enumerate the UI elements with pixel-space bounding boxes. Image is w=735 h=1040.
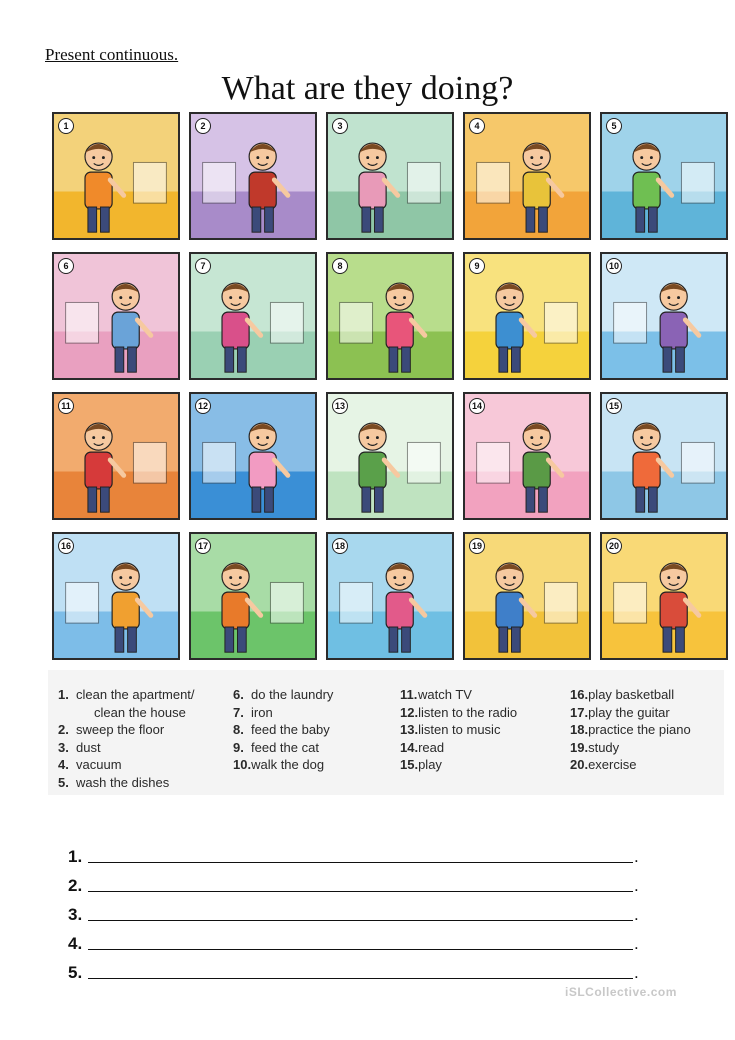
panel-illustration — [602, 394, 726, 518]
picture-panel — [463, 392, 591, 520]
legend-item — [570, 704, 691, 722]
legend-text: feed the cat — [251, 739, 319, 755]
legend-text: exercise — [588, 757, 637, 772]
legend-item — [58, 774, 195, 792]
panel-number: 10 — [606, 258, 622, 274]
panel-number: 1 — [58, 118, 74, 134]
answer-line[interactable] — [68, 896, 639, 925]
legend-number: 2. — [58, 722, 69, 737]
legend-number: 11. — [400, 687, 418, 702]
legend-text: dust — [76, 739, 101, 755]
picture-panel — [600, 392, 728, 520]
panel-number: 18 — [332, 538, 348, 554]
panel-number: 13 — [332, 398, 348, 414]
answer-line[interactable] — [68, 925, 639, 954]
picture-panel — [52, 252, 180, 380]
panel-number: 4 — [469, 118, 485, 134]
legend-item — [233, 686, 333, 704]
legend-text: vacuum — [76, 757, 122, 772]
legend-item — [58, 739, 195, 757]
subtitle: Present continuous. — [45, 45, 179, 64]
panel-number: 3 — [332, 118, 348, 134]
panel-number: 15 — [606, 398, 622, 414]
panel-illustration — [602, 254, 726, 378]
panel-number: 20 — [606, 538, 622, 554]
panel-number: 7 — [195, 258, 211, 274]
panel-number: 2 — [195, 118, 211, 134]
panel-illustration — [191, 534, 315, 658]
answer-blank[interactable] — [88, 861, 633, 863]
answer-period: . — [634, 847, 639, 866]
panel-number: 8 — [332, 258, 348, 274]
answer-period: . — [634, 934, 639, 953]
legend-item — [400, 756, 517, 774]
legend-item — [58, 756, 195, 774]
panel-illustration — [328, 114, 452, 238]
panel-illustration — [328, 394, 452, 518]
legend-text: sweep the floor — [76, 722, 165, 737]
picture-panel — [600, 532, 728, 660]
legend-number: 3. — [58, 739, 69, 755]
answer-period: . — [634, 905, 639, 924]
panel-illustration — [54, 254, 178, 378]
legend-item — [400, 704, 517, 722]
panel-number: 17 — [195, 538, 211, 554]
legend-text: wash the dishes — [76, 774, 170, 790]
legend-number: 16. — [570, 687, 589, 702]
legend-item — [570, 756, 691, 774]
legend-number: 12. — [400, 704, 419, 720]
answer-blank[interactable] — [88, 919, 633, 921]
legend-column-1 — [58, 686, 195, 791]
legend-item — [400, 739, 517, 757]
watermark: iSLCollective.com — [565, 985, 677, 999]
panel-illustration — [191, 394, 315, 518]
legend-item — [58, 704, 195, 722]
legend-number: 20. — [570, 757, 589, 772]
legend-column-2 — [233, 686, 333, 774]
panel-illustration — [465, 534, 589, 658]
legend-item — [233, 704, 333, 722]
answer-number: 1. — [68, 847, 83, 866]
legend-number: 7. — [233, 704, 244, 720]
legend-number: 18. — [570, 722, 589, 737]
picture-panel — [189, 532, 317, 660]
picture-panel — [189, 392, 317, 520]
panel-illustration — [54, 394, 178, 518]
panel-illustration — [328, 254, 452, 378]
panel-number: 6 — [58, 258, 74, 274]
picture-panel — [52, 112, 180, 240]
answer-number: 2. — [68, 876, 83, 895]
legend-item — [58, 721, 195, 739]
picture-panel — [600, 252, 728, 380]
legend-item — [570, 721, 691, 739]
panel-illustration — [54, 534, 178, 658]
panel-illustration — [191, 254, 315, 378]
panel-illustration — [465, 114, 589, 238]
legend-text: feed the baby — [251, 722, 330, 737]
legend-text: iron — [251, 704, 273, 720]
legend-number: 4. — [58, 757, 69, 772]
panel-number: 11 — [58, 398, 74, 414]
answer-blank[interactable] — [88, 890, 633, 892]
legend-number: 8. — [233, 722, 244, 737]
legend-text: do the laundry — [251, 687, 334, 702]
legend-number: 10. — [233, 757, 252, 772]
legend-text: study — [588, 739, 620, 755]
answer-blank[interactable] — [88, 948, 633, 950]
picture-panel — [326, 112, 454, 240]
legend-item — [58, 686, 195, 704]
panel-number: 19 — [469, 538, 485, 554]
legend-column-4 — [570, 686, 691, 774]
panel-number: 12 — [195, 398, 211, 414]
answer-number: 5. — [68, 963, 83, 982]
panel-illustration — [465, 254, 589, 378]
panel-illustration — [54, 114, 178, 238]
legend-number: 19. — [570, 739, 589, 755]
panel-illustration — [191, 114, 315, 238]
answer-period: . — [634, 963, 639, 982]
legend-text: practice the piano — [588, 722, 691, 737]
panel-illustration — [465, 394, 589, 518]
legend-text: clean the house — [94, 704, 186, 720]
answer-blank[interactable] — [88, 977, 633, 979]
panel-illustration — [602, 534, 726, 658]
legend-number: 9. — [233, 739, 244, 755]
legend-text: listen to music — [418, 722, 501, 737]
legend-item — [233, 721, 333, 739]
panel-number: 14 — [469, 398, 485, 414]
answer-line[interactable] — [68, 954, 639, 983]
picture-grid — [52, 112, 728, 660]
picture-panel — [463, 532, 591, 660]
picture-panel — [600, 112, 728, 240]
legend-text: play the guitar — [588, 704, 670, 720]
picture-panel — [189, 252, 317, 380]
legend-text: listen to the radio — [418, 704, 518, 720]
legend-text: walk the dog — [251, 757, 325, 772]
answer-lines — [68, 838, 639, 983]
legend-text: play basketball — [588, 687, 675, 702]
legend-text: watch TV — [418, 687, 472, 702]
legend-text: clean the apartment/ — [76, 687, 195, 702]
legend-number: 1. — [58, 687, 69, 702]
legend-number: 14. — [400, 739, 419, 755]
legend-text: play — [418, 757, 442, 772]
answer-period: . — [634, 876, 639, 895]
answer-line[interactable] — [68, 838, 639, 867]
legend-number: 13. — [400, 722, 419, 737]
answer-number: 3. — [68, 905, 83, 924]
legend-item — [400, 686, 517, 704]
legend-text: read — [418, 739, 445, 755]
panel-number: 16 — [58, 538, 74, 554]
picture-panel — [52, 532, 180, 660]
panel-number: 5 — [606, 118, 622, 134]
picture-panel — [326, 532, 454, 660]
legend-item — [233, 739, 333, 757]
picture-panel — [52, 392, 180, 520]
legend-item — [570, 686, 691, 704]
legend-number: 15. — [400, 757, 419, 772]
legend-item — [233, 756, 333, 774]
picture-panel — [326, 392, 454, 520]
legend-number: 5. — [58, 774, 69, 790]
picture-panel — [326, 252, 454, 380]
legend-item — [400, 721, 517, 739]
legend-number: 17. — [570, 704, 589, 720]
panel-number: 9 — [469, 258, 485, 274]
panel-illustration — [602, 114, 726, 238]
legend-column-3 — [400, 686, 517, 774]
answer-number: 4. — [68, 934, 83, 953]
panel-illustration — [328, 534, 452, 658]
legend-number: 6. — [233, 687, 244, 702]
page-title: What are they doing? — [221, 70, 514, 107]
legend-item — [570, 739, 691, 757]
picture-panel — [463, 252, 591, 380]
answer-line[interactable] — [68, 867, 639, 896]
picture-panel — [463, 112, 591, 240]
picture-panel — [189, 112, 317, 240]
